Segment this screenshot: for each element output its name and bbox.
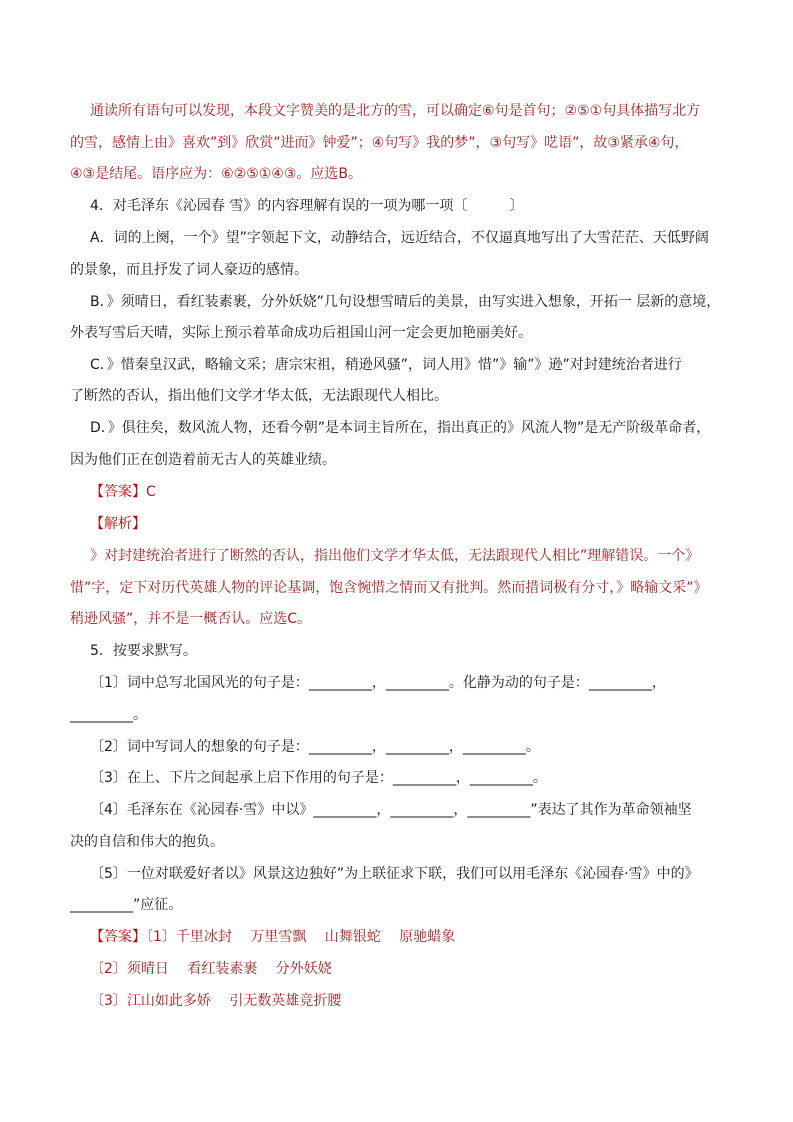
option-d-line-1: D．》俱往矣，数风流人物，还看今朝”是本词主旨所在，指出真正的》风流人物”是无产阶级革命者， [90,420,711,436]
option-c-line-1: C．》惜秦皇汉武，略输文采；唐宗宋祖，稍逊风骚”，词人用》惜”》输”》逊”对封建统治者进行 [90,357,682,373]
option-c-line-2: 了断然的否认，指出他们文学才华太低，无法跟现代人相比。 [70,388,448,404]
sub-question-2: 〔2〕词中写词人的想象的句子是：_________，_________，_________。 [90,739,540,755]
answer-label: 【答案】 [90,484,146,500]
option-b-line-2: 外表写雪后天晴，实际上预示着革命成功后祖国山河一定会更加艳丽美好。 [70,325,532,341]
sub-question-4-line-2: 决的自信和伟大的抱负。 [70,834,224,850]
answer-label: 【答案】 [90,929,146,945]
answer-4-row [90,482,156,502]
explanation-line-3: ④③是结尾。语序应为：⑥②⑤①④③。应选B。 [70,166,363,182]
explanation-line-2: 的雪，感情上由》喜欢”到》欣赏”进而》钟爱”；④句写》我的梦”，③句写》呓语”，故③紧承④句， [70,135,689,151]
analysis-line-1: 》对封建统治者进行了断然的否认，指出他们文学才华太低，无法跟现代人相比”理解错误。一个》 [90,548,700,564]
option-a-line-2: 的景象，而且抒发了词人豪迈的感情。 [70,262,308,278]
answer-5-2: 〔2〕须晴日 看红装素裹 分外妖娆 [90,961,332,977]
option-d-line-2: 因为他们正在创造着前无古人的英雄业绩。 [70,452,336,468]
sub-question-3: 〔3〕在上、下片之间起承上启下作用的句子是：_________，_________。 [90,770,547,786]
analysis-line-2: 惜”字，定下对历代英雄人物的评论基调，饱含惋惜之情而又有批判。然而措词极有分寸，》略输文采”》 [70,580,708,596]
sub-question-4-line-1: 〔4〕毛泽东在《沁园春·雪》中以》_________，_________，_________”表达了其作为革命领袖坚 [90,802,692,818]
question-4-stem: 4．对毛泽东《沁园春 雪》的内容理解有误的一项为哪一项〔 〕 [90,198,524,214]
answer-5-1: 〔1〕千里冰封 万里雪飘 山舞银蛇 原驰蜡象 [146,929,456,945]
sub-question-5-line-2: _________”应征。 [70,897,183,913]
option-a-line-1: A．词的上阕，一个》望”字领起下文，动静结合，远近结合，不仅逼真地写出了大雪茫茫、天低野阔 [90,230,709,246]
explanation-line-1: 通读所有语句可以发现，本段文字赞美的是北方的雪，可以确定⑥句是首句；②⑤①句具体描写北方 [90,103,701,119]
answer-5-row-1 [90,927,455,947]
sub-question-1-line-1: 〔1〕词中总写北国风光的句子是：_________，_________。化静为动的句子是：_________， [90,675,666,691]
option-b-line-1: B．》须晴日，看红装素裹，分外妖娆”几句设想雪晴后的美景，由写实进入想象，开拓一 层新的意境， [90,294,721,310]
sub-question-5-line-1: 〔5〕一位对联爱好者以》风景这边独好”为上联征求下联，我们可以用毛泽东《沁园春·雪》中的》 [90,866,699,882]
sub-question-1-line-2: _________。 [70,707,147,723]
analysis-line-3: 稍逊风骚”，并不是一概否认。应选C。 [70,611,312,627]
question-5-stem: 5．按要求默写。 [90,643,197,659]
answer-value: C [146,484,156,500]
analysis-label: 【解析】 [90,516,146,532]
answer-5-3: 〔3〕江山如此多娇 引无数英雄竞折腰 [90,993,342,1009]
